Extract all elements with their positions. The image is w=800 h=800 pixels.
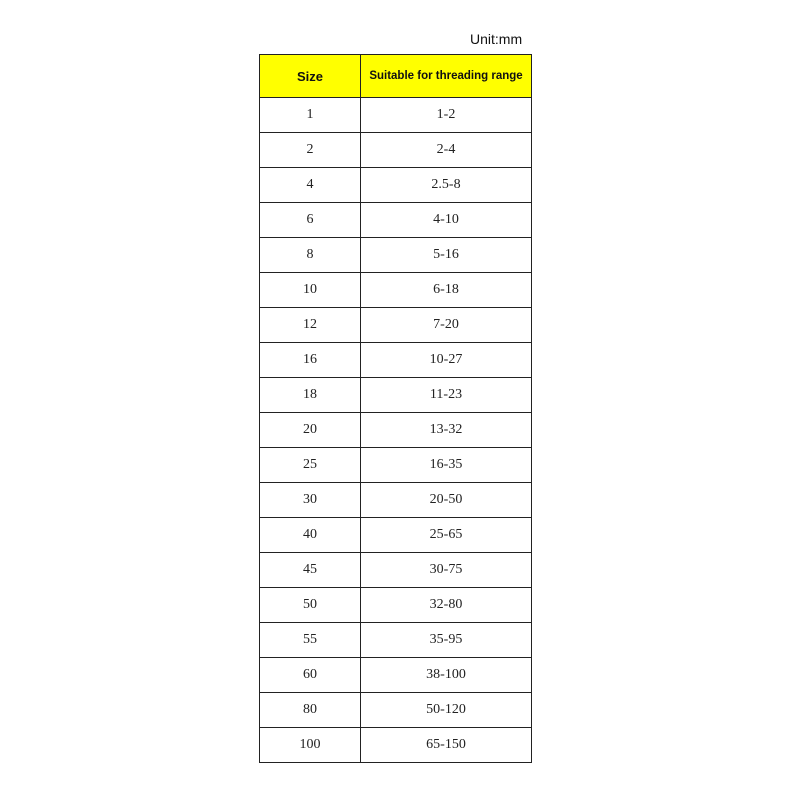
threading-range-cell: 5-16 xyxy=(361,238,532,273)
size-cell: 25 xyxy=(260,448,361,483)
threading-range-cell: 20-50 xyxy=(361,483,532,518)
size-cell: 40 xyxy=(260,518,361,553)
size-cell: 16 xyxy=(260,343,361,378)
table-header xyxy=(260,55,532,98)
table-row xyxy=(260,553,532,588)
threading-range-cell: 13-32 xyxy=(361,413,532,448)
table-row xyxy=(260,168,532,203)
size-cell: 10 xyxy=(260,273,361,308)
size-range-table xyxy=(259,54,532,763)
table-row xyxy=(260,98,532,133)
size-cell: 55 xyxy=(260,623,361,658)
table-body xyxy=(260,98,532,763)
threading-range-cell: 16-35 xyxy=(361,448,532,483)
table-row xyxy=(260,728,532,763)
table-row xyxy=(260,483,532,518)
size-cell: 50 xyxy=(260,588,361,623)
table-row xyxy=(260,658,532,693)
header-row xyxy=(260,55,532,98)
threading-range-cell: 35-95 xyxy=(361,623,532,658)
threading-range-cell: 2-4 xyxy=(361,133,532,168)
threading-range-cell: 65-150 xyxy=(361,728,532,763)
table-row xyxy=(260,623,532,658)
table-row xyxy=(260,448,532,483)
threading-range-cell: 4-10 xyxy=(361,203,532,238)
size-cell: 6 xyxy=(260,203,361,238)
table-row xyxy=(260,378,532,413)
table-row xyxy=(260,308,532,343)
table-row xyxy=(260,343,532,378)
size-cell: 4 xyxy=(260,168,361,203)
threading-range-cell: 10-27 xyxy=(361,343,532,378)
table-row xyxy=(260,133,532,168)
threading-range-cell: 11-23 xyxy=(361,378,532,413)
table-row xyxy=(260,273,532,308)
threading-range-cell: 6-18 xyxy=(361,273,532,308)
size-cell: 20 xyxy=(260,413,361,448)
size-cell: 45 xyxy=(260,553,361,588)
threading-range-cell: 50-120 xyxy=(361,693,532,728)
size-cell: 8 xyxy=(260,238,361,273)
threading-range-cell: 25-65 xyxy=(361,518,532,553)
threading-range-cell: 2.5-8 xyxy=(361,168,532,203)
table-row xyxy=(260,518,532,553)
size-cell: 2 xyxy=(260,133,361,168)
table-row xyxy=(260,413,532,448)
size-cell: 18 xyxy=(260,378,361,413)
table-row xyxy=(260,693,532,728)
size-cell: 80 xyxy=(260,693,361,728)
size-cell: 30 xyxy=(260,483,361,518)
size-cell: 1 xyxy=(260,98,361,133)
table-row xyxy=(260,588,532,623)
threading-range-cell: 1-2 xyxy=(361,98,532,133)
table-row xyxy=(260,203,532,238)
size-cell: 100 xyxy=(260,728,361,763)
header-threading-range: Suitable for threading range xyxy=(361,55,532,98)
threading-range-cell: 30-75 xyxy=(361,553,532,588)
threading-range-cell: 32-80 xyxy=(361,588,532,623)
size-cell: 60 xyxy=(260,658,361,693)
threading-range-cell: 38-100 xyxy=(361,658,532,693)
header-size: Size xyxy=(260,55,361,98)
size-cell: 12 xyxy=(260,308,361,343)
table-row xyxy=(260,238,532,273)
unit-label: Unit:mm xyxy=(470,31,523,47)
threading-range-cell: 7-20 xyxy=(361,308,532,343)
